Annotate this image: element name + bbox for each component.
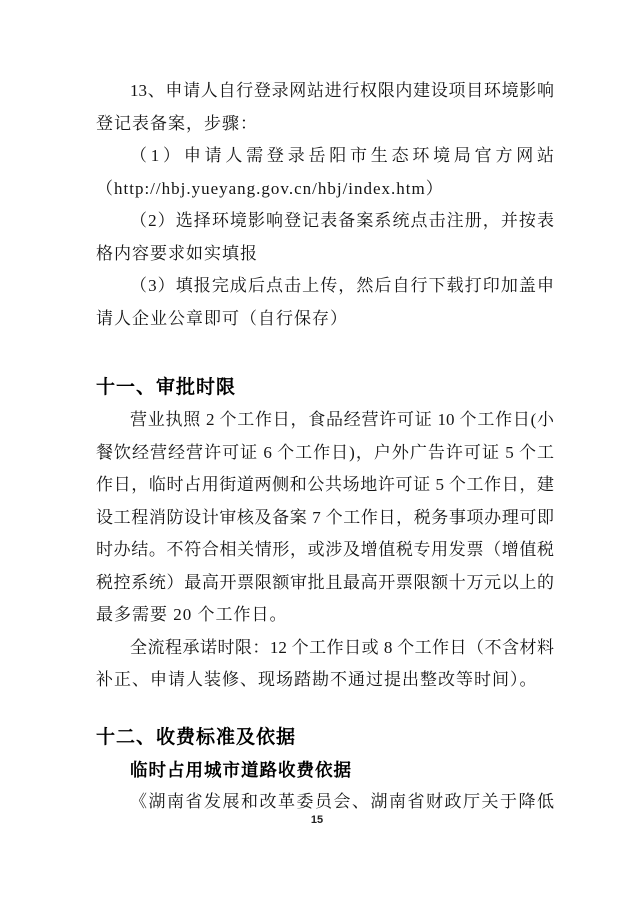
text-line: （2）选择环境影响登记表备案系统点击注册，并按表	[130, 211, 554, 230]
text-line: （1）申请人需登录岳阳市生态环境局官方网站	[130, 146, 554, 165]
section-12-subheading: 临时占用城市道路收费依据	[130, 759, 352, 780]
section-12-heading: 十二、收费标准及依据	[96, 726, 297, 748]
text-line: 营业执照 2 个工作日，食品经营许可证 10 个工作日(小	[130, 410, 554, 429]
text-line: （3）填报完成后点击上传，然后自行下载打印加盖申	[130, 276, 554, 295]
page-number: 15	[310, 814, 324, 826]
text-line: 作日，临时占用街道两侧和公共场地许可证 5 个工作日，建	[96, 475, 554, 494]
text-line: 补正、申请人装修、现场踏勘不通过提出整改等时间）。	[96, 670, 538, 689]
text-line: 全流程承诺时限：12 个工作日或 8 个工作日（不含材料	[130, 637, 554, 657]
text-line: 餐饮经营经营许可证 6 个工作日)，户外广告许可证 5 个工	[96, 442, 554, 462]
document-body	[96, 75, 554, 819]
text-line: 时办结。不符合相关情形，或涉及增值税专用发票（增值税	[96, 540, 554, 559]
text-line: 13、申请人自行登录网站进行权限内建设项目环境影响	[130, 81, 554, 100]
text-line: 登记表备案，步骤：	[96, 113, 258, 133]
text-line: 设工程消防设计审核及备案 7 个工作日，税务事项办理可即	[96, 507, 554, 527]
text-line: 最多需要 20 个工作日。	[96, 605, 288, 624]
text-line: 请人企业公章即可（自行保存）	[96, 308, 348, 328]
text-line: 税控系统）最高开票限额审批且最高开票限额十万元以上的	[96, 572, 554, 592]
section-11-heading: 十一、审批时限	[96, 377, 237, 398]
website-url-line: （http://hbj.yueyang.gov.cn/hbj/index.htm）	[96, 178, 444, 198]
text-line: 《湖南省发展和改革委员会、湖南省财政厅关于降低	[130, 792, 554, 811]
text-line: 格内容要求如实填报	[96, 243, 258, 263]
